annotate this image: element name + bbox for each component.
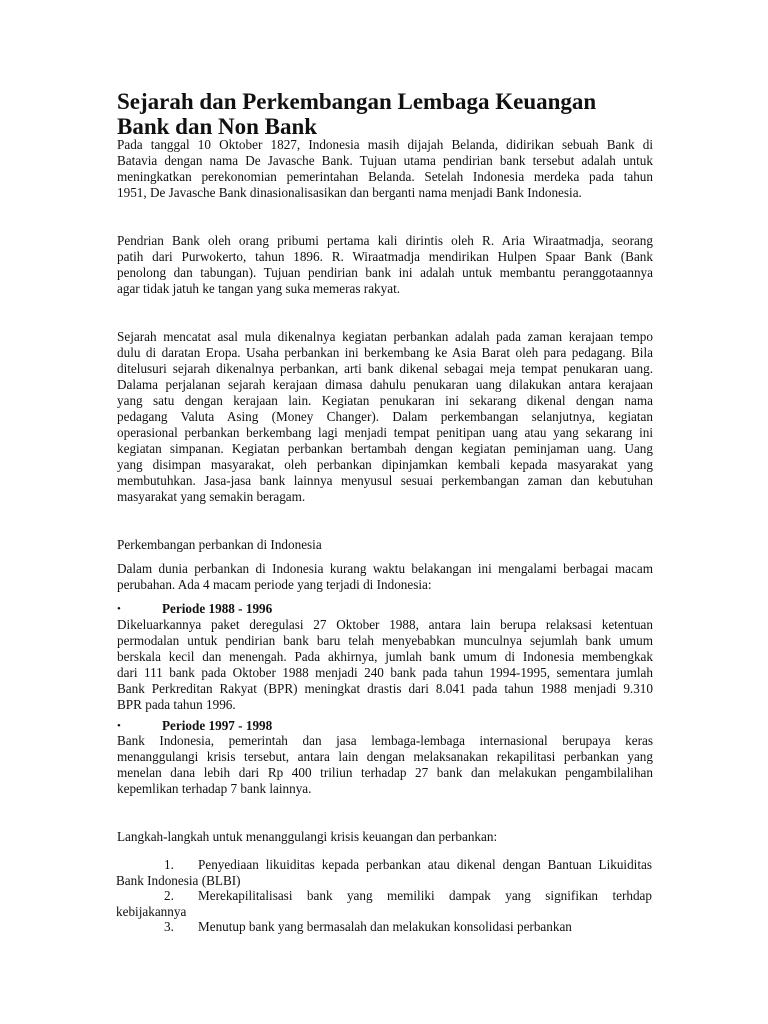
period-1997-heading	[117, 718, 653, 734]
text-line: masyarakat yang semakin beragam.	[117, 489, 306, 504]
text-line: BPR pada tahun 1996.	[117, 697, 236, 712]
text-line: penolong dan tabungan). Tujuan pendirian bank ini adalah untuk membantu peranggotaannya	[117, 265, 653, 280]
step-item-3	[164, 919, 652, 935]
step-text: Penyediaan likuiditas kepada perbankan atau dikenal dengan Bantuan Likuiditas	[198, 857, 652, 872]
text-line: berskala kecil dan menengah. Pada akhirnya, jumlah bank umum di Indonesia membengkak	[117, 649, 653, 664]
text-line: Dalama perjalanan sejarah kerajaan dimasa dahulu penukaran uang dilakukan antara kerajaan	[117, 377, 653, 392]
step-number: 3.	[164, 919, 174, 934]
text-line: kegiatan simpanan. Kegiatan perbankan bertambah dengan kegiatan peminjaman uang. Uang	[117, 441, 653, 456]
text-line: meningkatkan perekonomian pemerintahan Belanda. Setelah Indonesia merdeka pada tahun	[117, 169, 653, 184]
step-text: Merekapilitalisasi bank yang memiliki dampak yang signifikan terhdap	[198, 888, 652, 903]
text-line: agar tidak jatuh ke tangan yang suka memeras rakyat.	[117, 281, 401, 296]
text-line: membutuhkan. Jasa-jasa bank lainnya menyusul sesuai perkembangan zaman dan kebutuhan	[117, 473, 653, 488]
text-line: pedagang Valuta Asing (Money Changer). Dalam perkembangan selanjutnya, kegiatan	[117, 409, 653, 424]
text-line: Pada tanggal 10 Oktober 1827, Indonesia masih dijajah Belanda, didirikan sebuah Bank di	[117, 137, 653, 152]
bullet-icon: •	[117, 720, 121, 732]
period-label: Periode 1997 - 1998	[162, 718, 273, 733]
bullet-icon: •	[117, 603, 121, 615]
text-line	[164, 857, 652, 873]
text-line: Bank Indonesia, pemerintah dan jasa lembaga-lembaga internasional berupaya keras	[117, 733, 653, 748]
period-1988-heading	[117, 601, 653, 617]
text-line: Batavia dengan nama De Javasche Bank. Tujuan utama pendirian bank tersebut adalah untuk	[117, 153, 653, 168]
text-line: yang disimpan masyarakat, oleh perbankan dipinjamkan kembali kepada masyarakat yang	[117, 457, 653, 472]
text-line: kebijakannya	[116, 904, 187, 919]
text-line: menelan dana lebih dari Rp 400 triliun terhadap 27 bank dan melakukan pengambilalihan	[117, 765, 653, 780]
paragraph-banking-origins	[117, 329, 653, 505]
paragraph-period-1997	[117, 733, 653, 797]
text-line: operasional perbankan berkembang lagi menjadi tempat penitipan uang atau yang sekarang ini	[117, 425, 653, 440]
title-line-1: Sejarah dan Perkembangan Lembaga Keuangan	[117, 89, 597, 114]
step-number: 2.	[164, 888, 174, 903]
text-line: Pendrian Bank oleh orang pribumi pertama kali dirintis oleh R. Aria Wiraatmadja, seorang	[117, 233, 653, 248]
text-line: dulu di daratan Eropa. Usaha perbankan ini berkembang ke Asia Barat oleh para pedagang. Bila	[117, 345, 653, 360]
document-title	[117, 89, 677, 139]
text-line: patih dari Purwokerto, tahun 1896. R. Wiraatmadja mendirikan Hulpen Spaar Bank (Bank	[117, 249, 653, 264]
text-line	[164, 919, 652, 935]
step-item-2	[116, 888, 652, 920]
section-heading: Perkembangan perbankan di Indonesia	[117, 537, 322, 552]
step-number: 1.	[164, 857, 174, 872]
text-line: Bank Indonesia (BLBI)	[116, 873, 241, 888]
step-text: Menutup bank yang bermasalah dan melakukan konsolidasi perbankan	[198, 919, 572, 934]
paragraph-periods-intro	[117, 561, 653, 593]
text-line: Sejarah mencatat asal mula dikenalnya kegiatan perbankan adalah pada zaman kerajaan tempo	[117, 329, 653, 344]
step-item-1	[116, 857, 652, 889]
text-line: yang satu dengan kerajaan lain. Kegiatan penukaran ini sekarang dikenal dengan nama	[117, 393, 653, 408]
text-line: menanggulangi krisis tersebut, antara lain dengan melaksanakan rekapilitasi perbankan yang	[117, 749, 653, 764]
paragraph-period-1988	[117, 617, 653, 713]
text-line	[164, 888, 652, 904]
text-line: Dalam dunia perbankan di Indonesia kurang waktu belakangan ini mengalami berbagai macam	[117, 561, 653, 576]
title-line-2: Bank dan Non Bank	[117, 114, 318, 139]
text-line: 1951, De Javasche Bank dinasionalisasikan dan berganti nama menjadi Bank Indonesia.	[117, 185, 582, 200]
paragraph-history-javasche-bank	[117, 137, 653, 201]
period-label: Periode 1988 - 1996	[162, 601, 273, 616]
paragraph-first-native-bank	[117, 233, 653, 297]
text-line: kepemlikan terhadap 7 bank lainnya.	[117, 781, 312, 796]
steps-heading: Langkah-langkah untuk menanggulangi krisis keuangan dan perbankan:	[117, 829, 498, 844]
text-line: dari 111 bank pada Oktober 1988 menjadi 240 bank pada tahun 1994-1995, sementara jumlah	[117, 665, 653, 680]
text-line: Bank Perkreditan Rakyat (BPR) meningkat drastis dari 8.041 pada tahun 1988 menjadi 9.310	[117, 681, 653, 696]
text-line: Dikeluarkannya paket deregulasi 27 Oktober 1988, antara lain berupa relaksasi ketentuan	[117, 617, 653, 632]
text-line: ditelusuri sejarah dikenalnya perbankan, arti bank dikenal sebagai meja tempat penukaran uang.	[117, 361, 653, 376]
text-line: perubahan. Ada 4 macam periode yang terjadi di Indonesia:	[117, 577, 432, 592]
text-line: permodalan untuk pendirian bank baru telah menyebabkan munculnya sejumlah bank umum	[117, 633, 653, 648]
